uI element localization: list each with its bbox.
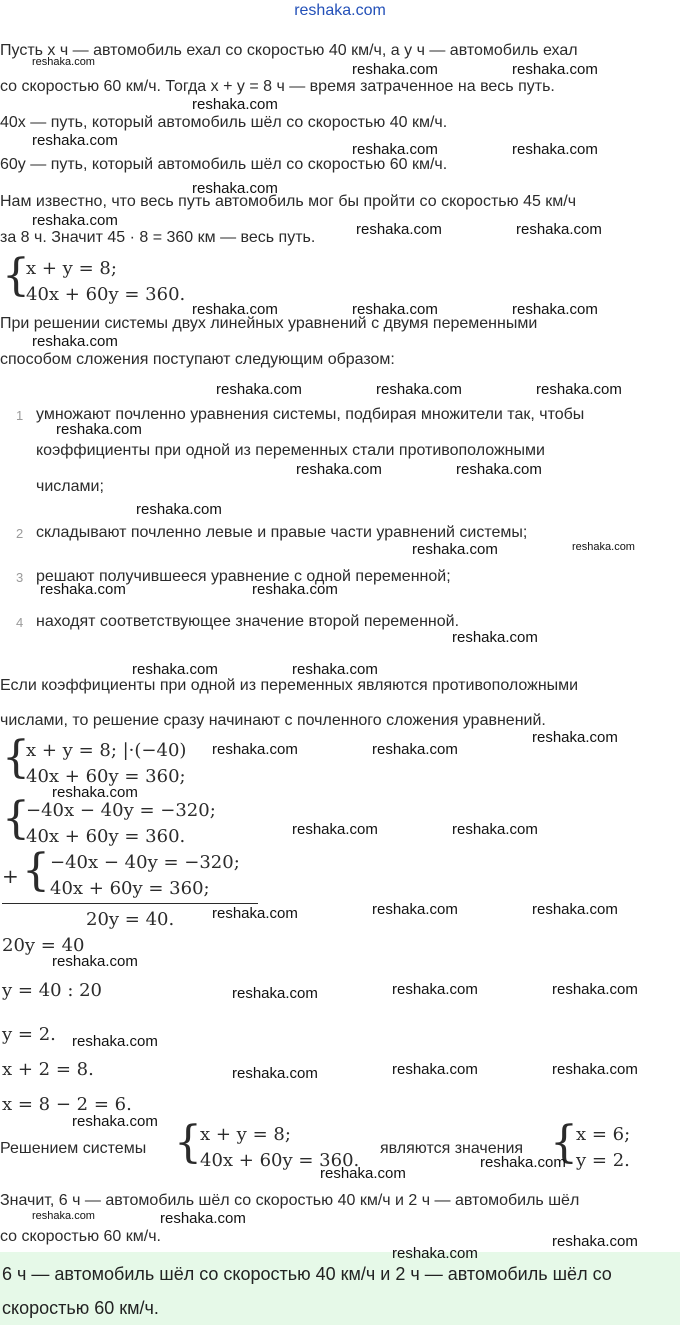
watermark: reshaka.com xyxy=(52,784,138,801)
sum-divider xyxy=(2,903,258,904)
watermark: reshaka.com xyxy=(216,381,302,398)
intro-line-2: со скоростью 60 км/ч. Тогда x + y = 8 ч — время затраченное на весь путь. xyxy=(0,78,555,95)
watermark: reshaka.com xyxy=(320,1165,406,1182)
watermark: reshaka.com xyxy=(32,333,118,350)
method-intro-2: способом сложения поступают следующим образом: xyxy=(0,351,395,368)
conclusion-line-1: Значит, 6 ч — автомобиль шёл со скоростью 40 км/ч и 2 ч — автомобиль шёл xyxy=(0,1192,580,1209)
watermark: reshaka.com xyxy=(192,180,278,197)
watermark: reshaka.com xyxy=(352,301,438,318)
method-intro-1: При решении системы двух линейных уравнений с двумя переменными xyxy=(0,315,538,332)
step-2-line-1: складывают почленно левые и правые части уравнений системы; xyxy=(36,524,528,541)
watermark: reshaka.com xyxy=(192,301,278,318)
step-4-line-1: находят соответствующее значение второй переменной. xyxy=(36,613,460,630)
step-number: 1 xyxy=(16,408,24,423)
watermark: reshaka.com xyxy=(512,61,598,78)
watermark: reshaka.com xyxy=(232,985,318,1002)
watermark: reshaka.com xyxy=(552,1061,638,1078)
known-line-1: Нам известно, что весь путь автомобиль мог бы пройти со скоростью 45 км/ч xyxy=(0,193,577,210)
system1-eq1: x + y = 8; xyxy=(26,258,117,279)
system-brace: { xyxy=(2,732,30,783)
watermark: reshaka.com xyxy=(376,381,462,398)
system6-eq2: y = 2. xyxy=(576,1150,630,1171)
watermark: reshaka.com xyxy=(532,901,618,918)
watermark: reshaka.com xyxy=(392,1061,478,1078)
equation-x-6: x = 8 − 2 = 6. xyxy=(2,1094,132,1115)
system3-eq1: −40x − 40y = −320; xyxy=(26,800,216,821)
system-brace: { xyxy=(174,1117,202,1168)
watermark: reshaka.com xyxy=(72,1113,158,1130)
watermark: reshaka.com xyxy=(32,1210,95,1222)
watermark: reshaka.com xyxy=(392,1245,478,1262)
step-3-line-1: решают получившееся уравнение с одной переменной; xyxy=(36,568,451,585)
solution-label: Решением системы xyxy=(0,1140,147,1157)
watermark: reshaka.com xyxy=(352,141,438,158)
watermark: reshaka.com xyxy=(356,221,442,238)
watermark: reshaka.com xyxy=(160,1210,246,1227)
watermark: reshaka.com xyxy=(296,461,382,478)
step-number: 2 xyxy=(16,526,24,541)
watermark: reshaka.com xyxy=(252,581,338,598)
system4-eq2: 40x + 60y = 360; xyxy=(50,878,210,899)
watermark: reshaka.com xyxy=(212,741,298,758)
sum-result: 20y = 40. xyxy=(86,909,175,930)
known-line-2: за 8 ч. Значит 45 · 8 = 360 км — весь путь. xyxy=(0,229,316,246)
system2-eq1: x + y = 8; |·(−40) xyxy=(26,740,187,761)
watermark: reshaka.com xyxy=(32,212,118,229)
answer-line-1: 6 ч — автомобиль шёл со скоростью 40 км/ч и 2 ч — автомобиль шёл со xyxy=(2,1264,612,1284)
answer-line-2: скоростью 60 км/ч. xyxy=(2,1298,159,1318)
intro-line-1: Пусть x ч — автомобиль ехал со скоростью 40 км/ч, а y ч — автомобиль ехал xyxy=(0,42,578,59)
equation-y-div: y = 40 : 20 xyxy=(2,980,103,1001)
watermark: reshaka.com xyxy=(512,141,598,158)
watermark: reshaka.com xyxy=(56,421,142,438)
equation-20y: 20y = 40 xyxy=(2,935,85,956)
watermark: reshaka.com xyxy=(136,501,222,518)
watermark: reshaka.com xyxy=(292,661,378,678)
step-number: 3 xyxy=(16,570,24,585)
watermark: reshaka.com xyxy=(352,61,438,78)
watermark: reshaka.com xyxy=(72,1033,158,1050)
watermark: reshaka.com xyxy=(512,301,598,318)
watermark: reshaka.com xyxy=(456,461,542,478)
step-number: 4 xyxy=(16,615,24,630)
coeff-note-1: Если коэффициенты при одной из переменных являются противоположными xyxy=(0,677,579,694)
solution-mid-label: являются значения xyxy=(380,1140,524,1157)
watermark: reshaka.com xyxy=(40,581,126,598)
watermark: reshaka.com xyxy=(292,821,378,838)
watermark: reshaka.com xyxy=(192,96,278,113)
system-brace: { xyxy=(550,1117,578,1168)
watermark: reshaka.com xyxy=(572,541,635,553)
watermark: reshaka.com xyxy=(516,221,602,238)
watermark: reshaka.com xyxy=(536,381,622,398)
system4-eq1: −40x − 40y = −320; xyxy=(50,852,240,873)
system3-eq2: 40x + 60y = 360. xyxy=(26,826,186,847)
step-1-line-3: числами; xyxy=(36,478,104,495)
conclusion-line-2: со скоростью 60 км/ч. xyxy=(0,1228,161,1245)
system5-eq1: x + y = 8; xyxy=(200,1124,291,1145)
watermark: reshaka.com xyxy=(132,661,218,678)
system2-eq2: 40x + 60y = 360; xyxy=(26,766,186,787)
equation-x-plus-2: x + 2 = 8. xyxy=(2,1059,94,1080)
watermark: reshaka.com xyxy=(372,741,458,758)
watermark: reshaka.com xyxy=(232,1065,318,1082)
system6-eq1: x = 6; xyxy=(576,1124,631,1145)
step-1-line-1: умножают почленно уравнения системы, подбирая множители так, чтобы xyxy=(36,406,585,423)
watermark: reshaka.com xyxy=(212,905,298,922)
path-60-line: 60y — путь, который автомобиль шёл со скоростью 60 км/ч. xyxy=(0,156,448,173)
watermark: reshaka.com xyxy=(552,1233,638,1250)
watermark: reshaka.com xyxy=(452,629,538,646)
watermark: reshaka.com xyxy=(412,541,498,558)
watermark: reshaka.com xyxy=(480,1154,566,1171)
watermark: reshaka.com xyxy=(372,901,458,918)
watermark: reshaka.com xyxy=(392,981,478,998)
watermark: reshaka.com xyxy=(52,953,138,970)
coeff-note-2: числами, то решение сразу начинают с почленного сложения уравнений. xyxy=(0,712,546,729)
watermark: reshaka.com xyxy=(32,56,95,68)
watermark: reshaka.com xyxy=(32,132,118,149)
path-40-line: 40x — путь, который автомобиль шёл со скоростью 40 км/ч. xyxy=(0,114,448,131)
plus-sign: + xyxy=(2,864,19,888)
watermark: reshaka.com xyxy=(532,729,618,746)
system-brace: { xyxy=(2,793,30,844)
system5-eq2: 40x + 60y = 360. xyxy=(200,1150,360,1171)
site-header-link[interactable]: reshaka.com xyxy=(294,2,386,19)
answer-box xyxy=(0,1252,680,1325)
system1-eq2: 40x + 60y = 360. xyxy=(26,284,186,305)
step-1-line-2: коэффициенты при одной из переменных стали противоположными xyxy=(36,442,545,459)
system-brace: { xyxy=(2,250,30,301)
watermark: reshaka.com xyxy=(552,981,638,998)
system-brace: { xyxy=(22,845,50,896)
equation-y-2: y = 2. xyxy=(2,1024,56,1045)
watermark: reshaka.com xyxy=(452,821,538,838)
